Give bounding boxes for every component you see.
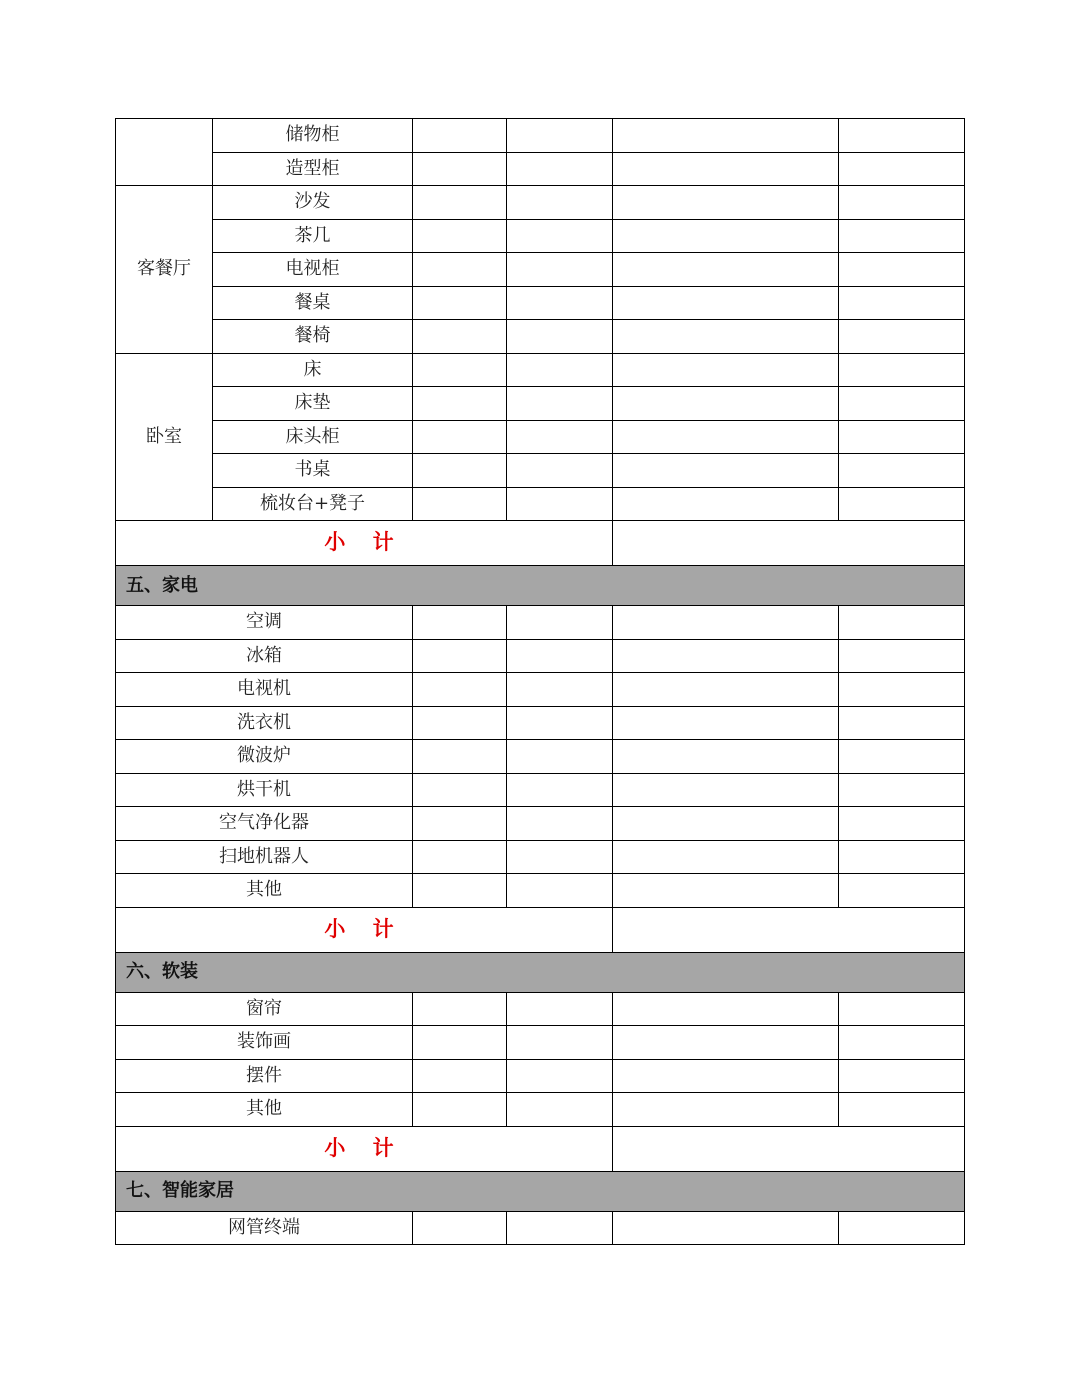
room-cell: 客餐厅 [116,186,213,354]
unit-price-cell [507,1059,613,1093]
quantity-cell [413,487,507,521]
quantity-cell [413,1026,507,1060]
total-cell [839,606,965,640]
item-name-cell: 摆件 [116,1059,413,1093]
section-header-row [116,1171,965,1211]
unit-price-cell [507,286,613,320]
brand-cell [613,420,839,454]
item-name-cell: 装饰画 [116,1026,413,1060]
unit-price-cell [507,673,613,707]
subtotal-value-cell [613,521,965,566]
item-name-cell: 床垫 [213,387,413,421]
item-name-cell: 扫地机器人 [116,840,413,874]
table-row [116,639,965,673]
brand-cell [613,992,839,1026]
item-name-cell: 洗衣机 [116,706,413,740]
section-title: 六、软装 [116,952,965,992]
quantity-cell [413,420,507,454]
quantity-cell [413,773,507,807]
quantity-cell [413,673,507,707]
brand-cell [613,740,839,774]
brand-cell [613,673,839,707]
subtotal-label-cell [116,907,613,952]
brand-cell [613,639,839,673]
total-cell [839,840,965,874]
item-name-cell: 餐椅 [213,320,413,354]
unit-price-cell [507,606,613,640]
unit-price-cell [507,353,613,387]
item-name-cell: 沙发 [213,186,413,220]
total-cell [839,1211,965,1245]
table-row [116,874,965,908]
section-header-row [116,566,965,606]
brand-cell [613,706,839,740]
subtotal-label-cell [116,521,613,566]
total-cell [839,219,965,253]
unit-price-cell [507,639,613,673]
total-cell [839,320,965,354]
quantity-cell [413,353,507,387]
unit-price-cell [507,740,613,774]
item-name-cell: 书桌 [213,454,413,488]
table-row [116,286,965,320]
subtotal-value-cell [613,907,965,952]
table-row [116,1093,965,1127]
item-name-cell: 床 [213,353,413,387]
item-name-cell: 电视机 [116,673,413,707]
subtotal-value-cell [613,1126,965,1171]
quantity-cell [413,286,507,320]
total-cell [839,387,965,421]
section-title: 七、智能家居 [116,1171,965,1211]
unit-price-cell [507,773,613,807]
unit-price-cell [507,119,613,153]
item-name-cell: 梳妆台+凳子 [213,487,413,521]
section-header-row [116,952,965,992]
unit-price-cell [507,186,613,220]
table-row [116,253,965,287]
brand-cell [613,387,839,421]
table-row [116,706,965,740]
total-cell [839,186,965,220]
item-name-cell: 电视柜 [213,253,413,287]
total-cell [839,119,965,153]
quantity-cell [413,874,507,908]
item-name-cell: 烘干机 [116,773,413,807]
brand-cell [613,1059,839,1093]
unit-price-cell [507,1026,613,1060]
quantity-cell [413,706,507,740]
table-row [116,320,965,354]
total-cell [839,353,965,387]
total-cell [839,673,965,707]
table-row [116,740,965,774]
total-cell [839,454,965,488]
unit-price-cell [507,320,613,354]
item-name-cell: 微波炉 [116,740,413,774]
table-row [116,673,965,707]
subtotal-row [116,907,965,952]
budget-table [115,118,965,1245]
quantity-cell [413,119,507,153]
brand-cell [613,487,839,521]
subtotal-label: 小 计 [324,916,404,941]
table-row [116,119,965,153]
table-row [116,773,965,807]
unit-price-cell [507,874,613,908]
table-row [116,487,965,521]
quantity-cell [413,992,507,1026]
brand-cell [613,606,839,640]
quantity-cell [413,740,507,774]
total-cell [839,1026,965,1060]
item-name-cell: 网管终端 [116,1211,413,1245]
subtotal-label-cell [116,1126,613,1171]
subtotal-row [116,521,965,566]
total-cell [839,286,965,320]
table-row [116,387,965,421]
unit-price-cell [507,387,613,421]
subtotal-row [116,1126,965,1171]
table-row [116,992,965,1026]
brand-cell [613,840,839,874]
table-row [116,1211,965,1245]
table-row [116,1059,965,1093]
total-cell [839,1059,965,1093]
quantity-cell [413,1211,507,1245]
total-cell [839,420,965,454]
brand-cell [613,152,839,186]
quantity-cell [413,639,507,673]
table-row [116,420,965,454]
table-row [116,152,965,186]
total-cell [839,1093,965,1127]
quantity-cell [413,152,507,186]
total-cell [839,992,965,1026]
unit-price-cell [507,807,613,841]
table-row [116,807,965,841]
subtotal-label: 小 计 [324,530,404,554]
unit-price-cell [507,1093,613,1127]
brand-cell [613,353,839,387]
unit-price-cell [507,152,613,186]
brand-cell [613,119,839,153]
quantity-cell [413,807,507,841]
unit-price-cell [507,253,613,287]
total-cell [839,807,965,841]
subtotal-label: 小 计 [324,1135,404,1160]
section-title: 五、家电 [116,566,965,606]
room-cell: 卧室 [116,353,213,521]
item-name-cell: 窗帘 [116,992,413,1026]
table-row [116,186,965,220]
table-row [116,454,965,488]
total-cell [839,152,965,186]
unit-price-cell [507,219,613,253]
brand-cell [613,253,839,287]
item-name-cell: 空调 [116,606,413,640]
unit-price-cell [507,840,613,874]
brand-cell [613,807,839,841]
brand-cell [613,1211,839,1245]
table-row [116,1026,965,1060]
quantity-cell [413,186,507,220]
total-cell [839,773,965,807]
table-row [116,840,965,874]
table-row [116,219,965,253]
total-cell [839,253,965,287]
brand-cell [613,454,839,488]
total-cell [839,706,965,740]
unit-price-cell [507,1211,613,1245]
table-row [116,353,965,387]
item-name-cell: 冰箱 [116,639,413,673]
quantity-cell [413,387,507,421]
quantity-cell [413,253,507,287]
quantity-cell [413,454,507,488]
quantity-cell [413,320,507,354]
brand-cell [613,1093,839,1127]
quantity-cell [413,219,507,253]
item-name-cell: 床头柜 [213,420,413,454]
item-name-cell: 储物柜 [213,119,413,153]
item-name-cell: 其他 [116,874,413,908]
unit-price-cell [507,420,613,454]
brand-cell [613,1026,839,1060]
brand-cell [613,286,839,320]
quantity-cell [413,1093,507,1127]
unit-price-cell [507,487,613,521]
table-row [116,606,965,640]
item-name-cell: 其他 [116,1093,413,1127]
brand-cell [613,874,839,908]
item-name-cell: 茶几 [213,219,413,253]
unit-price-cell [507,706,613,740]
quantity-cell [413,840,507,874]
brand-cell [613,219,839,253]
unit-price-cell [507,992,613,1026]
brand-cell [613,186,839,220]
total-cell [839,874,965,908]
brand-cell [613,773,839,807]
brand-cell [613,320,839,354]
quantity-cell [413,606,507,640]
item-name-cell: 造型柜 [213,152,413,186]
unit-price-cell [507,454,613,488]
total-cell [839,487,965,521]
total-cell [839,740,965,774]
item-name-cell: 空气净化器 [116,807,413,841]
total-cell [839,639,965,673]
item-name-cell: 餐桌 [213,286,413,320]
quantity-cell [413,1059,507,1093]
room-cell [116,119,213,186]
